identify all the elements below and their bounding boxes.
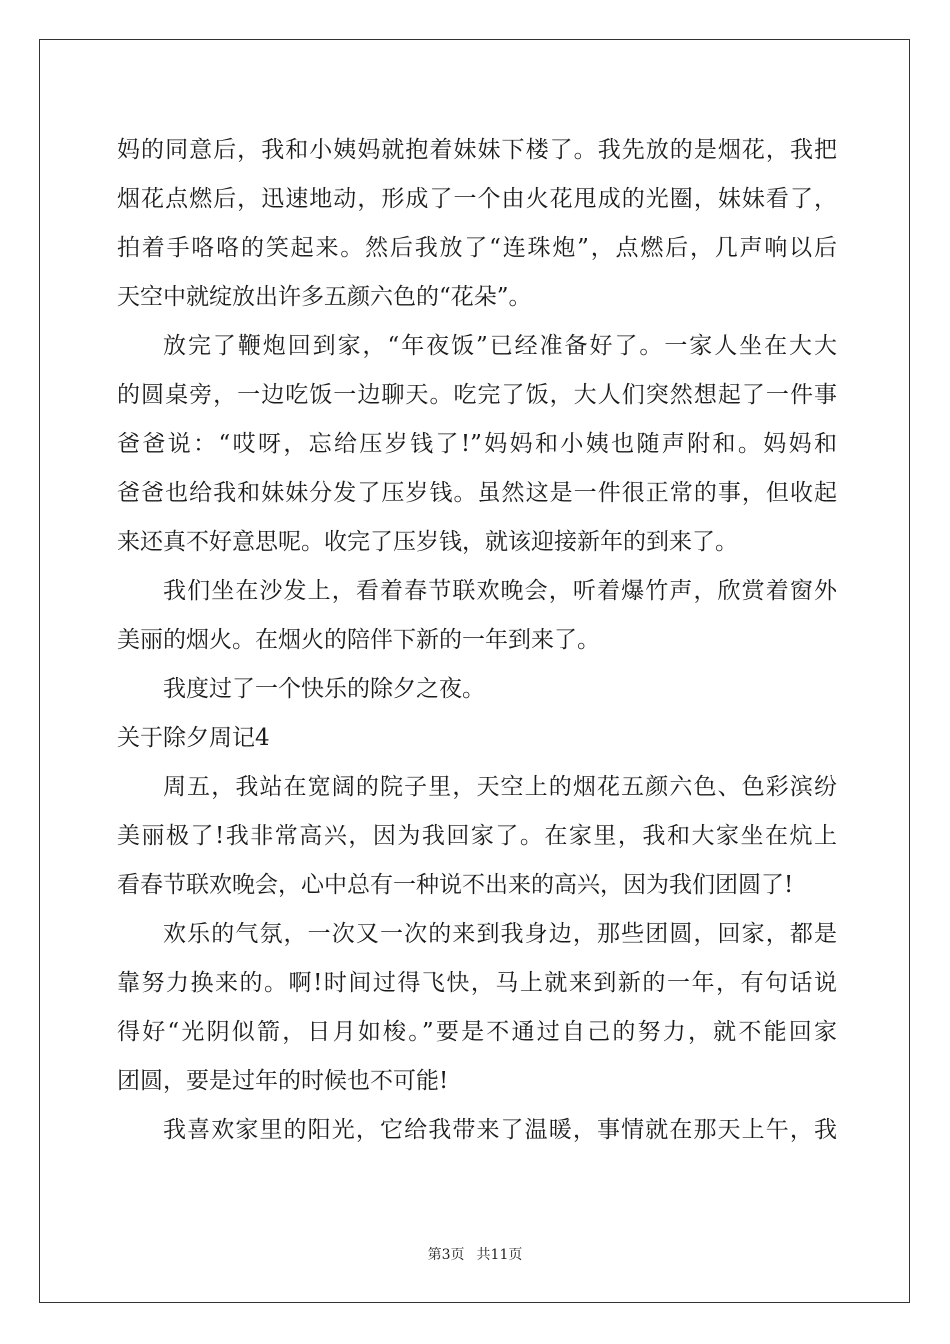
page-number: 第3页 xyxy=(427,1247,465,1263)
text-line: 的圆桌旁，一边吃饭一边聊天。吃完了饭，大人们突然想起了一件事 xyxy=(117,382,837,408)
text-line: 团圆，要是过年的时候也不可能! xyxy=(117,1068,449,1094)
text-line: 拍着手咯咯的笑起来。然后我放了“连珠炮”，点燃后，几声响以后 xyxy=(117,235,837,261)
text-line: 靠努力换来的。啊!时间过得飞快，马上就来到新的一年，有句话说 xyxy=(117,970,837,996)
text-line: 烟花点燃后，迅速地动，形成了一个由火花甩成的光圈，妹妹看了， xyxy=(117,186,837,212)
text-line: 我度过了一个快乐的除夕之夜。 xyxy=(163,676,485,702)
page-total: 共11页 xyxy=(476,1247,523,1263)
text-line: 天空中就绽放出许多五颜六色的“花朵”。 xyxy=(117,284,532,310)
text-line: 得好“光阴似箭，日月如梭。”要是不通过自己的努力，就不能回家 xyxy=(117,1019,837,1045)
text-line: 爸爸也给我和妹妹分发了压岁钱。虽然这是一件很正常的事，但收起 xyxy=(117,480,837,506)
text-line: 爸爸说：“哎呀，忘给压岁钱了!”妈妈和小姨也随声附和。妈妈和 xyxy=(117,431,837,457)
document-body xyxy=(117,126,837,1155)
text-line: 放完了鞭炮回到家，“年夜饭”已经准备好了。一家人坐在大大 xyxy=(163,333,837,359)
text-line: 来还真不好意思呢。收完了压岁钱，就该迎接新年的到来了。 xyxy=(117,529,738,555)
text-line: 我喜欢家里的阳光，它给我带来了温暖，事情就在那天上午，我 xyxy=(163,1117,837,1143)
text-line: 美丽极了!我非常高兴，因为我回家了。在家里，我和大家坐在炕上 xyxy=(117,823,837,849)
text-line: 美丽的烟火。在烟火的陪伴下新的一年到来了。 xyxy=(117,627,600,653)
text-line: 周五，我站在宽阔的院子里，天空上的烟花五颜六色、色彩滨纷 xyxy=(163,774,837,800)
text-line: 欢乐的气氛，一次又一次的来到我身边，那些团圆，回家，都是 xyxy=(163,921,837,947)
section-heading: 关于除夕周记4 xyxy=(117,725,270,751)
text-line: 我们坐在沙发上，看着春节联欢晚会，听着爆竹声，欣赏着窗外 xyxy=(163,578,837,604)
text-line: 妈的同意后，我和小姨妈就抱着妹妹下楼了。我先放的是烟花，我把 xyxy=(117,137,837,163)
text-line: 看春节联欢晚会，心中总有一种说不出来的高兴，因为我们团圆了! xyxy=(117,872,794,898)
page-footer xyxy=(0,1244,950,1264)
